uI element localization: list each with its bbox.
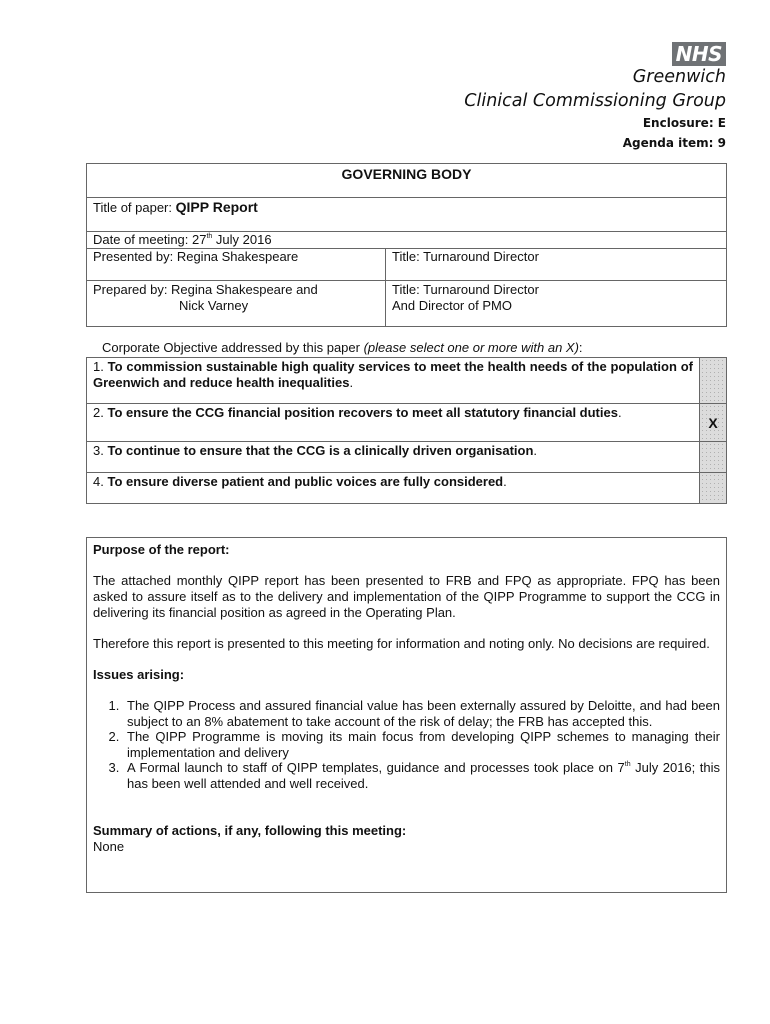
objective-statement: To ensure the CCG financial position recovers to meet all statutory financial duties [107,405,618,420]
org-name-line1: Greenwich [632,67,726,87]
objective-row [87,473,727,504]
objective-intro-text: Corporate Objective addressed by this paper [102,340,364,355]
objective-number: 2. [93,405,108,420]
title-of-paper-value: QIPP Report [175,199,258,215]
governing-body-title: GOVERNING BODY [87,164,727,198]
prepared-by-line1: Prepared by: Regina Shakespeare and [93,282,318,297]
date-of-meeting-label: Date of meeting: 27 [93,232,207,247]
prepared-by-line2: Nick Varney [179,298,249,313]
objective-row [87,442,727,473]
presented-by-title: Title: Turnaround Director [386,249,727,281]
issue-item [123,760,720,791]
objective-row [87,404,727,442]
issue-item: 2. The QIPP Programme is moving its main focus from developing QIPP schemes to managing their implementation and delivery [123,729,720,760]
issue-3-text-end: July 2016; this has been well attended and well received. [127,760,721,791]
objective-text [87,473,700,504]
date-of-meeting-rest: July 2016 [212,232,272,247]
objective-period: . [503,474,507,489]
issue-item: 1. The QIPP Process and assured financial value has been externally assured by Deloitte, and had been subject to an 8% abatement to take account of the risk of delay; the FRB has accepted this. [123,698,720,729]
agenda-item-label: Agenda item: 9 [622,136,726,150]
objective-intro-instruction: (please select one or more with an X) [363,340,579,355]
purpose-heading: Purpose of the report: [93,542,230,557]
objective-select-box[interactable] [700,442,727,473]
issues-list [93,698,720,791]
prepared-title-line1: Title: Turnaround Director [392,282,539,297]
prepared-by-cell [87,281,386,327]
objective-number: 3. [93,443,108,458]
objective-statement: To commission sustainable high quality services to meet the health needs of the population of Greenwich and reduce health inequalities [93,359,693,390]
objective-number: 4. [93,474,108,489]
cover-sheet-table [86,163,727,327]
objective-text [87,442,700,473]
date-ordinal-suffix: th [206,233,213,240]
issues-arising-heading: Issues arising: [93,667,185,682]
date-of-meeting-cell [87,232,727,249]
objective-intro-colon: : [578,340,583,355]
summary-of-actions-value: None [93,839,125,854]
objective-period: . [349,375,354,390]
objective-select-box[interactable] [700,473,727,504]
corporate-objective-intro [102,340,583,356]
issue-3-ordinal-suffix: th [624,761,631,768]
prepared-by-title-cell [386,281,727,327]
presented-by: Presented by: Regina Shakespeare [87,249,386,281]
purpose-paragraph-2: Therefore this report is presented to this meeting for information and noting only. No decisions are required. [93,636,710,651]
title-of-paper-cell [87,198,727,232]
summary-of-actions-heading: Summary of actions, if any, following this meeting: [93,823,407,838]
objective-row [87,358,727,404]
objective-period: . [617,405,622,420]
document-header [464,42,726,153]
prepared-title-line2: And Director of PMO [392,298,512,313]
objective-select-box[interactable]: X [700,404,727,442]
objective-number: 1. [93,359,108,374]
purpose-paragraph-1: The attached monthly QIPP report has been presented to FRB and FPQ as appropriate. FPQ has been asked to assure itself as to the delivery and implementation of the QIPP Programme to support the CCG in delivering its financial position as agreed in the Operating Plan. [93,573,720,620]
issue-3-text: A Formal launch to staff of QIPP templates, guidance and processes took place on 7 [127,760,625,775]
objective-text [87,404,700,442]
objective-statement: To ensure diverse patient and public voices are fully considered [107,474,504,489]
purpose-of-report-box [86,537,727,893]
objective-statement: To continue to ensure that the CCG is a clinically driven organisation [107,443,534,458]
org-name-line2: Clinical Commissioning Group [464,91,726,111]
title-of-paper-label: Title of paper: [93,200,173,215]
objective-select-box[interactable] [700,358,727,404]
objective-period: . [533,443,538,458]
corporate-objectives-table [86,357,727,504]
nhs-logo: NHS [672,42,726,66]
enclosure-label: Enclosure: E [642,116,726,130]
objective-text [87,358,700,404]
